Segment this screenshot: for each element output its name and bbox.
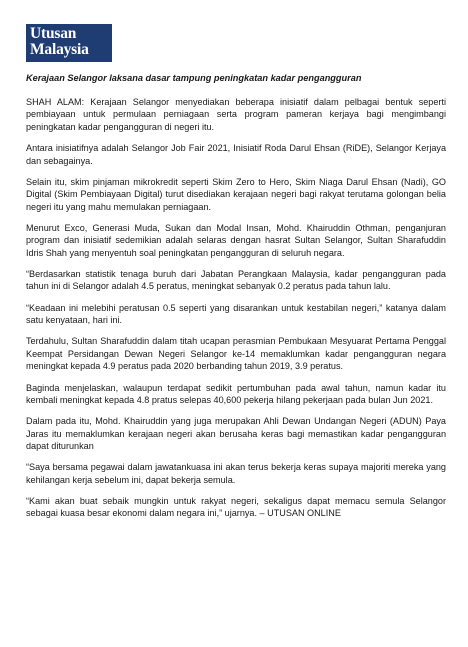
article-paragraph: “Keadaan ini melebihi peratusan 0.5 seperti yang disarankan untuk kestabilan negeri,” katanya dalam satu kenyataan, hari ini. bbox=[26, 302, 446, 326]
article-paragraph: Dalam pada itu, Mohd. Khairuddin yang juga merupakan Ahli Dewan Undangan Negeri (ADUN) Paya Jaras itu memaklumkan kerajaan negeri akan berusaha keras bagi memastikan kadar pengangguran dapat diturunkan bbox=[26, 416, 446, 452]
article-paragraph: “Berdasarkan statistik tenaga buruh dari Jabatan Perangkaan Malaysia, kadar pengangguran pada tahun ini di Selangor adalah 4.5 peratus, meningkat sebanyak 0.2 peratus pada tahun lalu. bbox=[26, 269, 446, 292]
article-paragraph: SHAH ALAM: Kerajaan Selangor menyediakan beberapa inisiatif dalam pelbagai bentuk seperti pembiayaan untuk permulaan perniagaan serta program pameran kerjaya bagi mengimbangi peningkatan kadar pengangguran di negeri itu. bbox=[26, 97, 446, 132]
logo-line-1: Utusan bbox=[30, 25, 77, 42]
logo-line-2: Malaysia bbox=[30, 41, 89, 58]
article-paragraph: “Saya bersama pegawai dalam jawatankuasa ini akan terus bekerja keras supaya majoriti mereka yang kehilangan kerja sebelum ini, dapat bekerja semula. bbox=[26, 462, 446, 485]
article-headline: Kerajaan Selangor laksana dasar tampung peningkatan kadar pengangguran bbox=[26, 73, 362, 83]
article-paragraph: Antara inisiatifnya adalah Selangor Job Fair 2021, Inisiatif Roda Darul Ehsan (RiDE), Selangor Kerjaya dan sebagainya. bbox=[26, 143, 446, 166]
article-paragraph: Selain itu, skim pinjaman mikrokredit seperti Skim Zero to Hero, Skim Niaga Darul Ehsan (Nadi), GO Digital (Skim Pembiayaan Digital) turut disediakan kerajaan negeri bagi rakyat terutama golongan belia negeri itu yang mahu memulakan perniagaan. bbox=[26, 176, 446, 212]
article-body bbox=[26, 96, 446, 529]
article-paragraph: Terdahulu, Sultan Sharafuddin dalam titah ucapan perasmian Pembukaan Mesyuarat Pertama Penggal Keempat Persidangan Dewan Negeri Selangor ke-14 memaklumkan kadar pengangguran negara meningkat kepada 4.9 peratus pada 2020 berbanding tahun 2019, 3.9 peratus. bbox=[26, 336, 446, 372]
utusan-malaysia-logo bbox=[26, 24, 112, 62]
article-paragraph: Menurut Exco, Generasi Muda, Sukan dan Modal Insan, Mohd. Khairuddin Othman, penganjuran program dan inisiatif sedemikian adalah selaras dengan hasrat Sultan Selangor, Sultan Sharafuddin Idris Shah yang menyentuh soal peningkatan pengangguran di seluruh negara. bbox=[26, 222, 446, 258]
article-paragraph: “Kami akan buat sebaik mungkin untuk rakyat negeri, sekaligus dapat memacu semula Selangor sebagai kuasa besar ekonomi dalam negara ini,” ujarnya. – UTUSAN ONLINE bbox=[26, 496, 446, 519]
article-paragraph: Baginda menjelaskan, walaupun terdapat sedikit pertumbuhan pada awal tahun, namun kadar itu kembali meningkat kepada 4.8 pratus selepas 40,600 pekerja hilang pekerjaan pada bulan Jun 2021. bbox=[26, 382, 446, 405]
